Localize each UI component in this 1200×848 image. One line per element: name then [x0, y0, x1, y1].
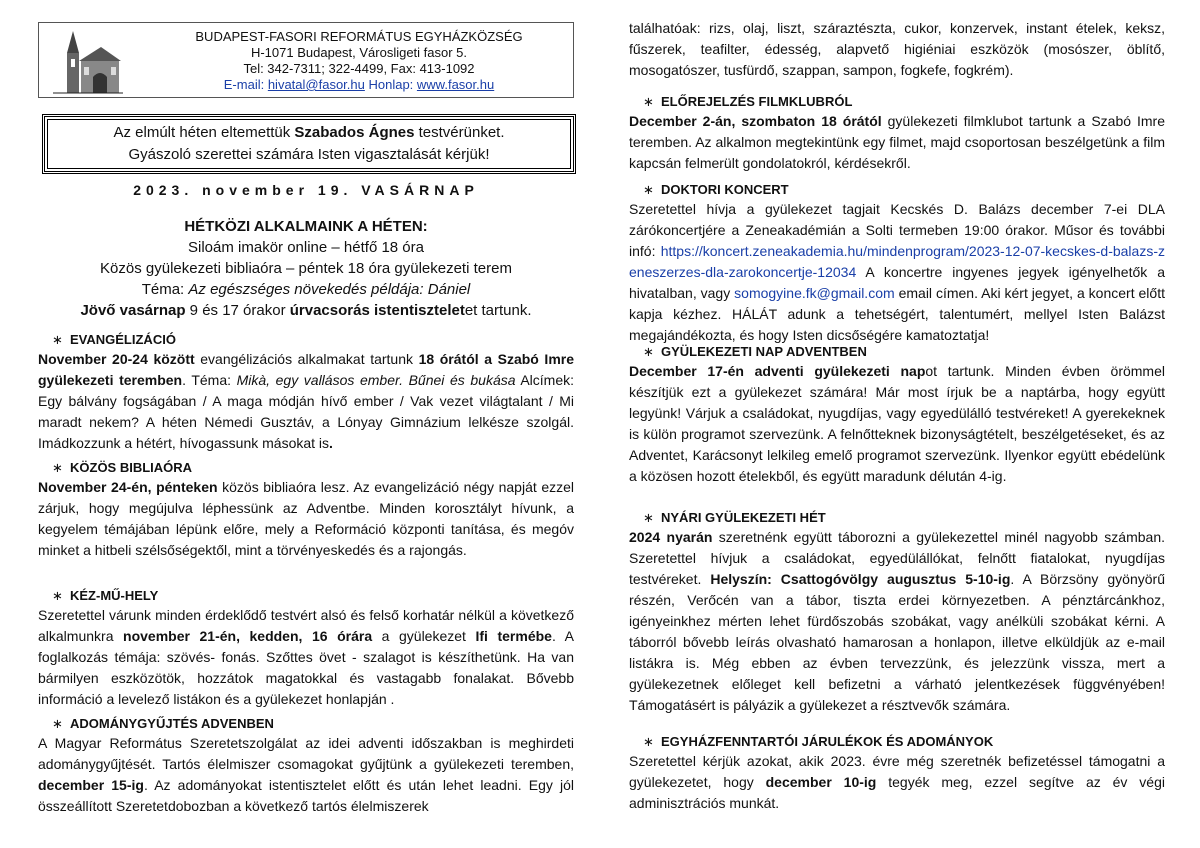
section-adomanygyujtes-continued	[629, 18, 1165, 81]
bullet-star-icon: ∗	[52, 716, 63, 731]
section-body: November 20-24 között evangélizációs alkalmakat tartunk 18 órától a Szabó Imre gyülekezeti teremben. Téma: Mikà, egy vallásos ember. Bűnei és bukása Alcímek: Egy bálvány fogságában / A maga módján hívő ember / Vak vezet világtalant / Mi maradt nekem? A héten Némedi Gusztáv, a Lónyay Gimnázium lelkésze szolgál. Imádkozzunk a hétért, hívogassunk másokat is.	[38, 351, 575, 451]
section-body: Szeretettel várunk minden érdeklődő testvért alsó és felső korhatár nélkül a következő alkalmunkra november 21-én, kedden, 16 órára a gyülekezet Ifi termébe. A foglalkozás témája: szövés- fonás. Szőttes övet - szalagot is készíthetünk. Ha van bármilyen eszközötök, hozzátok magatokkal és vastagabb fonalakat. Bővebb információ a levelező listákon és a gyülekezet honlapján .	[38, 607, 574, 707]
section-title: ∗ ELŐREJELZÉS FILMKLUBRÓL	[643, 94, 853, 109]
section-body: Szeretettel kérjük azokat, akik 2023. évre még szeretnék befizetéssel támogatni a gyülekezetet, hogy december 10-ig tegyék meg, ezzel segítve az év végi adminisztrációs munkát.	[629, 753, 1165, 811]
church-contact	[149, 29, 569, 93]
bullet-star-icon: ∗	[52, 332, 63, 347]
website-link[interactable]: www.fasor.hu	[416, 77, 495, 92]
section-title: ∗ EGYHÁZFENNTARTÓI JÁRULÉKOK ÉS ADOMÁNYOK	[643, 734, 994, 749]
section-jarulekok	[629, 732, 1165, 814]
section-body: December 2-án, szombaton 18 órától gyülekezeti filmklubot tartunk a Szabó Imre teremben. Az alkalmon megtekintünk egy filmet, majd csoportosan beszélgetünk a film kapcsán felmerült gondolatokról, kérdésekről.	[629, 113, 1165, 171]
weekly-line-4: Jövő vasárnap 9 és 17 órakor úrvacsorás istentiszteletet tartunk.	[80, 302, 532, 319]
weekly-title: HÉTKÖZI ALKALMAINK A HÉTEN:	[184, 218, 428, 235]
bullet-star-icon: ∗	[643, 734, 654, 749]
section-filmklub	[629, 92, 1165, 174]
weekly-line-2: Közös gyülekezeti bibliaóra – péntek 18 óra gyülekezeti terem	[100, 260, 512, 277]
section-gyulekezeti-nap	[629, 342, 1165, 487]
notice-line-1: Az elmúlt héten eltemettük Szabados Ágnes testvérünket.	[113, 124, 505, 141]
church-header	[38, 22, 574, 98]
section-body: találhatóak: rizs, olaj, liszt, száraztészta, cukor, konzervek, instant ételek, keksz, fűszerek, teafilter, édesség, alapvető higiéniai eszközök (mosószer, öblítő, mosogatószer, tusfürdő, szappan, sampon, fogkefe, fogkrém).	[629, 20, 1165, 78]
section-body: December 17-én adventi gyülekezeti napot tartunk. Minden évben örömmel készítjük ezt a gyülekezet számára! Már most írjuk be a naptárba, hogy együtt legyünk! Várjuk a családokat, nyugdíjas, vagy egyedülálló testvéreket! A gyerekeknek is külön programot szervezünk. A felnőtteknek bizonyságtételt, beszélgetéseket, és az Adventet, Karácsonyt lelkileg emelő programot szervezünk. Ilyenkor együtt ebédelünk a közösen hozott ételekből, és együtt maradunk délután 4-ig.	[629, 363, 1165, 484]
section-title: ∗ KÉZ-MŰ-HELY	[52, 588, 159, 603]
obituary-notice	[42, 114, 576, 174]
contact-email-link[interactable]: somogyine.fk@gmail.com	[734, 285, 895, 301]
section-title: ∗ GYÜLEKEZETI NAP ADVENTBEN	[643, 344, 867, 359]
bullet-star-icon: ∗	[643, 510, 654, 525]
section-bibliaora	[38, 458, 574, 561]
weekly-line-1: Siloám imakör online – hétfő 18 óra	[188, 239, 424, 256]
section-nyari-het	[629, 508, 1165, 716]
section-body: November 24-én, pénteken közös bibliaóra lesz. Az evangelizáció négy napját ezzel zárjuk, hogy megújulva léphessünk az Adventbe. Minden korosztályt hívunk, a kegyelem témájában lépünk előre, mely a Reformáció központi tanítása, és megóv minket a hitbeli szélsőségektől, mint a törvényeskedés és a rajongás.	[38, 479, 575, 558]
section-title: ∗ DOKTORI KONCERT	[643, 182, 789, 197]
concert-link[interactable]: https://koncert.zeneakademia.hu/mindenprogram/2023-12-07-kecskes-d-balazs-zeneszerzes-dla-zarokoncertje-12034	[629, 243, 1165, 280]
section-title: ∗ NYÁRI GYÜLEKEZETI HÉT	[643, 510, 826, 525]
church-phone: Tel: 342-7311; 322-4499, Fax: 413-1092	[243, 61, 475, 76]
church-address: H-1071 Budapest, Városligeti fasor 5.	[250, 45, 468, 60]
section-title: ∗ EVANGÉLIZÁCIÓ	[52, 332, 176, 347]
church-name: BUDAPEST-FASORI REFORMÁTUS EGYHÁZKÖZSÉG	[195, 29, 523, 44]
section-body: A Magyar Református Szeretetszolgálat az idei adventi időszakban is meghirdeti adománygyűjtését. Tartós élelmiszer csomagokat gyűjtünk a gyülekezeti teremben, december 15-ig. Az adományokat istentisztelet előtt és után lehet leadni. Egy jól összeállított Szeretetdobozban a következő tartós élelmiszerek	[38, 735, 574, 814]
bullet-star-icon: ∗	[643, 344, 654, 359]
weekly-events	[38, 216, 574, 321]
section-evangelizacio	[38, 330, 574, 454]
bullet-star-icon: ∗	[643, 94, 654, 109]
section-kez-mu-hely	[38, 586, 574, 710]
weekly-line-3: Téma: Az egészséges növekedés példája: Dániel	[141, 281, 471, 298]
section-adomanygyujtes	[38, 714, 574, 817]
email-link[interactable]: hivatal@fasor.hu	[267, 77, 365, 92]
section-body: 2024 nyarán szeretnénk együtt táborozni a gyülekezettel minél nagyobb számban. Szeretettel hívjuk a családokat, egyedülállókat, felnőtt fiatalokat, nyugdíjas testvéreket. Helyszín: Csattogóvölgy augusztus 5-10-ig. A Börzsöny gyönyörű részén, Verőcén van a tábor, tiszta erdei környezetben. A pénztárcánkhoz, igényeinkhez mérten lehet fürdőszobás szobákat, vagy anélküli szobákat kérni. A táborról bővebb leírás olvasható hamarosan a honlapon, illetve elküldjük az e-mail listákra is. Még ebben az évben tervezzünk, és jelezzünk vissza, mert a gyülekezetnek előleget kell befizetni a várható jelentkezések függvényében! Támogatásért is pályázik a gyülekezet a résztvevők számára.	[629, 529, 1165, 713]
section-title: ∗ KÖZÖS BIBLIAÓRA	[52, 460, 193, 475]
notice-line-2: Gyászoló szerettei számára Isten vigasztalását kérjük!	[128, 146, 490, 163]
section-body: Szeretettel hívja a gyülekezet tagjait Kecskés D. Balázs december 7-ei DLA zárókoncertjére a Zeneakadémián a Solti termeben 19:00 órakor. Műsor és további infó: https://koncert.zeneakademia.hu/mindenprogram/2023-12-07-kecskes-d-balazs-zeneszerzes-dla-zarokoncertje-12034 A koncertre ingyenes jegyek igényelhetők a hivatalban, vagy somogyine.fk@gmail.com email címen. Aki kért jegyet, a koncert előtt kapja kézhez. HÁLÁT adunk a tehetségért, talentumért, mellyel Isten Balázst megajándékozta, és hogy Isten dicsőségére kamatoztatja!	[629, 201, 1165, 343]
bullet-star-icon: ∗	[52, 588, 63, 603]
section-title: ∗ ADOMÁNYGYŰJTÉS ADVENBEN	[52, 716, 274, 731]
bullet-star-icon: ∗	[52, 460, 63, 475]
issue-date: 2023. november 19. VASÁRNAP	[133, 182, 479, 198]
web-label: Honlap:	[364, 77, 417, 92]
church-links	[149, 77, 569, 93]
deceased-name: Szabados Ágnes	[294, 124, 415, 141]
section-doktori-koncert	[629, 180, 1165, 346]
email-label: E-mail:	[223, 77, 268, 92]
church-logo-icon	[53, 27, 123, 97]
bullet-star-icon: ∗	[643, 182, 654, 197]
